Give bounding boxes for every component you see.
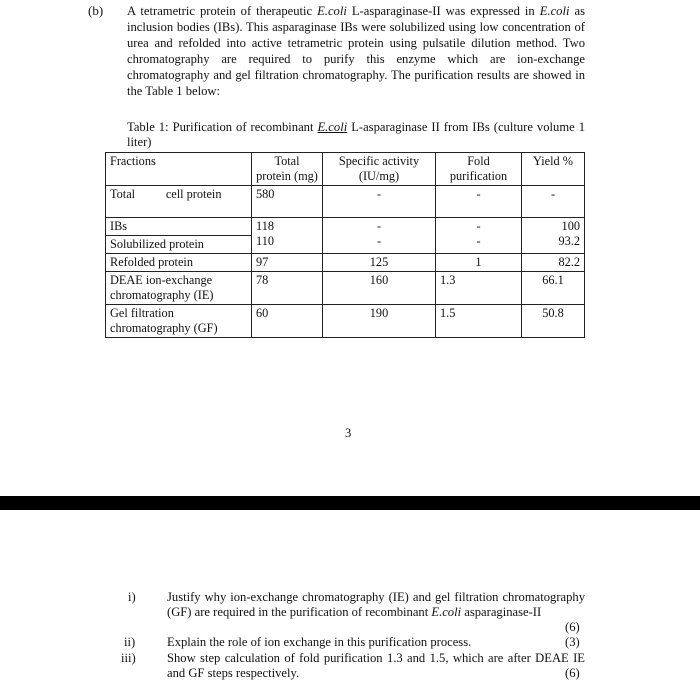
cell-total-protein: 97 xyxy=(252,254,323,272)
table-header-row xyxy=(106,153,585,186)
cell-total-protein: 78 xyxy=(252,272,323,305)
subquestion-text: Show step calculation of fold purification 1.3 and 1.5, which are after DEAE IE and GF steps respectively. xyxy=(167,651,585,680)
subquestion-number: iii) xyxy=(121,651,136,665)
cell-specific-activity: 160 xyxy=(323,272,436,305)
question-label: (b) xyxy=(88,3,104,18)
header-specific-activity: Specific activity (IU/mg) xyxy=(323,153,436,186)
cell-yield: - xyxy=(522,186,585,218)
page-divider xyxy=(0,496,700,510)
subquestion-marks: (6) xyxy=(565,620,580,634)
cell-fraction: Total cell protein xyxy=(106,186,252,218)
cell-total-protein: 60 xyxy=(252,305,323,338)
cell-yield: 100 93.2 xyxy=(522,218,585,254)
cell-fold: - xyxy=(436,186,522,218)
cell-specific-activity: 125 xyxy=(323,254,436,272)
cell-fraction: DEAE ion-exchange chromatography (IE) xyxy=(106,272,252,305)
table-row xyxy=(106,272,585,305)
table-caption: Table 1: Purification of recombinant E.coli L-asparaginase II from IBs (culture volume 1 liter) xyxy=(127,120,585,149)
table-row xyxy=(106,186,585,218)
table-row xyxy=(106,305,585,338)
header-total-protein: Total protein (mg) xyxy=(252,153,323,186)
cell-specific-activity: 190 xyxy=(323,305,436,338)
header-fold-purification: Fold purification xyxy=(436,153,522,186)
subquestion-text: Explain the role of ion exchange in this purification process. xyxy=(167,635,472,649)
cell-fraction: Gel filtration chromatography (GF) xyxy=(106,305,252,338)
cell-specific-activity: - xyxy=(323,186,436,218)
cell-fraction: Solubilized protein xyxy=(106,236,252,254)
page-number: 3 xyxy=(345,426,352,440)
cell-yield: 50.8 xyxy=(522,305,585,338)
table-row xyxy=(106,218,585,236)
question-intro: A tetrametric protein of therapeutic E.coli L-asparaginase-II was expressed in E.coli as inclusion bodies (IBs). This asparaginase IBs were solubilized using low concentration of urea and refolded into active tetrametric protein using pulsatile dilution method. Two chromatography are required to purify this enzyme which are ion-exchange chromatography and gel filtration chromatography. The purification results are showed in the Table 1 below: xyxy=(127,4,585,98)
table-row xyxy=(106,254,585,272)
cell-yield: 66.1 xyxy=(522,272,585,305)
page-bottom xyxy=(0,510,700,700)
cell-total-protein: 118 110 xyxy=(252,218,323,254)
purification-table xyxy=(105,152,585,338)
cell-fold: 1.3 xyxy=(436,272,522,305)
cell-fold: 1.5 xyxy=(436,305,522,338)
cell-total-protein: 580 xyxy=(252,186,323,218)
header-yield: Yield % xyxy=(522,153,585,186)
cell-fraction: IBs xyxy=(106,218,252,236)
subquestion-text: Justify why ion-exchange chromatography (IE) and gel filtration chromatography (GF) are required in the purification of recombinant E.coli asparaginase-II xyxy=(167,590,585,619)
cell-yield: 82.2 xyxy=(522,254,585,272)
subquestion-marks: (3) xyxy=(565,635,580,649)
cell-fraction: Refolded protein xyxy=(106,254,252,272)
cell-fold: 1 xyxy=(436,254,522,272)
subquestion-number: i) xyxy=(128,590,136,604)
cell-specific-activity: - - xyxy=(323,218,436,254)
subquestion-number: ii) xyxy=(124,635,136,649)
subquestion-marks: (6) xyxy=(565,666,580,680)
cell-fold: - - xyxy=(436,218,522,254)
header-fractions: Fractions xyxy=(106,153,252,186)
